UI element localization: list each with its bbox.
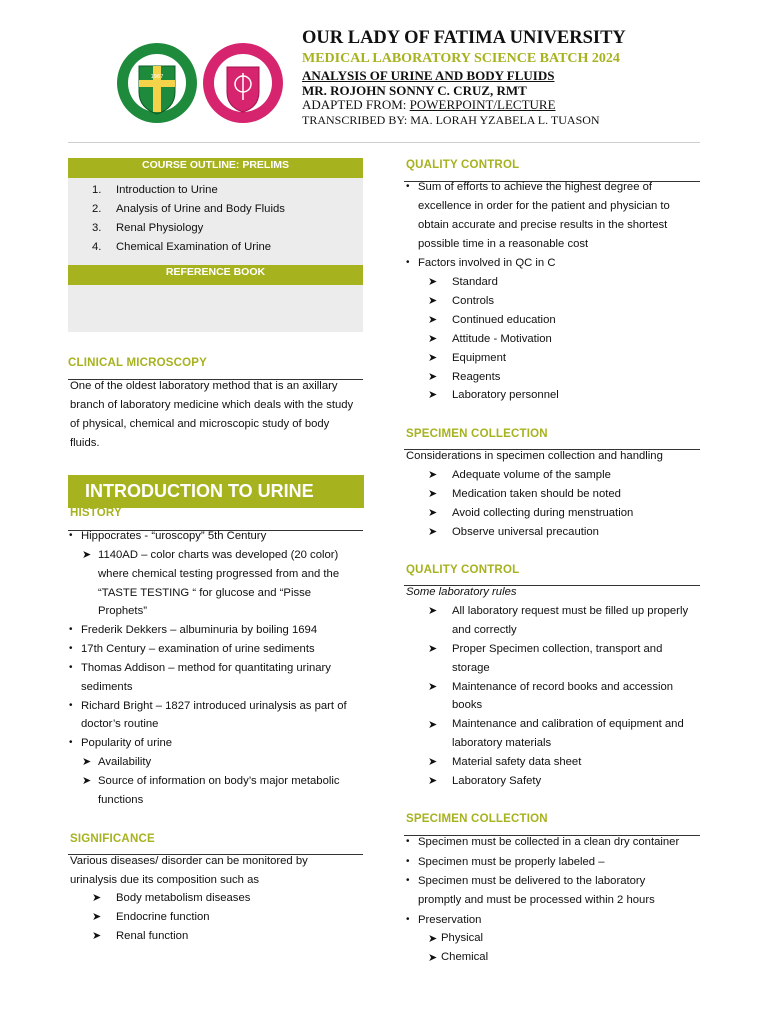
quality-control-heading-2: QUALITY CONTROL [406,564,520,576]
qc-factor: Attitude - Motivation [452,333,552,345]
clinical-text-line: of physical, chemical and microscopic study of body [70,418,330,430]
clinical-text-line: fluids. [70,437,100,449]
lab-rule: Maintenance and calibration of equipment and [452,718,684,730]
quality-control-heading: QUALITY CONTROL [406,159,520,171]
history-line: doctor’s routine [81,718,159,730]
arrow-icon: ➤ [428,643,438,655]
history-bullet: • Richard Bright – 1827 introduced urinalysis as part of [81,700,347,712]
specimen-item: Avoid collecting during menstruation [452,507,634,519]
qc-factor: Controls [452,295,495,307]
adapted-from: ADAPTED FROM: POWERPOINT/LECTURE [302,97,556,112]
seal-year: 1967 [150,74,164,80]
qc-line: obtain accurate and precise results in the shortest [418,219,668,231]
specimen-bullet: • Preservation [418,914,481,926]
lab-rule-cont: and correctly [452,624,517,636]
arrow-icon: ➤ [428,371,438,383]
qc-bullet: • Factors involved in QC in C [418,257,556,269]
lab-rule: All laboratory request must be filled up properly [452,605,689,617]
arrow-icon: ➤ [428,605,438,617]
course-title: ANALYSIS OF URINE AND BODY FLUIDS [302,68,555,83]
qc-factor: Equipment [452,352,507,364]
significance-item: Renal function [116,930,189,942]
transcribed-by: TRANSCRIBED BY: MA. LORAH YZABELA L. TUASON [302,113,600,127]
instructor-name: MR. ROJOHN SONNY C. CRUZ, RMT [302,83,527,98]
arrow-icon: ➤ [428,933,438,945]
history-bullet: • 17th Century – examination of urine sediments [81,643,315,655]
significance-item: Body metabolism diseases [116,892,251,904]
qc-factor: Standard [452,276,498,288]
history-heading: HISTORY [70,507,122,519]
college-seal-logo [202,40,284,126]
history-sub-line: functions [98,794,144,806]
arrow-icon: ➤ [428,333,438,345]
significance-item: Endocrine function [116,911,210,923]
university-seal-logo [116,40,198,126]
history-bullet: • Thomas Addison – method for quantitating urinary [81,662,331,674]
history-sub-line: Prophets” [98,605,147,617]
preservation-item: Physical [441,932,484,944]
arrow-icon: ➤ [428,352,438,364]
arrow-icon: ➤ [428,756,438,768]
history-sub-line: where chemical testing progressed from and the [98,568,340,580]
lab-rule: Proper Specimen collection, transport and [452,643,663,655]
qc-line: possible time in a reasonable cost [418,238,589,250]
clinical-text-line: branch of laboratory medicine which deals with the study [70,399,354,411]
lab-rule-cont: storage [452,662,490,674]
arrow-icon: ➤ [82,756,92,768]
specimen-line: promptly and must be processed within 2 hours [418,894,655,906]
preservation-item: Chemical [441,951,489,963]
arrow-icon: ➤ [428,314,438,326]
arrow-icon: ➤ [428,295,438,307]
specimen-bullet: • Specimen must be properly labeled – [418,856,605,868]
specimen-item: Observe universal precaution [452,526,599,538]
history-bullet: • Frederik Dekkers – albuminuria by boiling 1694 [81,624,317,636]
specimen-collection-heading: SPECIMEN COLLECTION [406,428,548,440]
university-name: OUR LADY OF FATIMA UNIVERSITY [302,28,626,48]
lab-rule-cont: books [452,699,483,711]
qc-bullet: • Sum of efforts to achieve the highest degree of [418,181,652,193]
arrow-icon: ➤ [428,952,438,964]
arrow-icon: ➤ [92,892,102,904]
arrow-icon: ➤ [428,389,438,401]
lab-rule: Material safety data sheet [452,756,582,768]
outline-item: 1. Introduction to Urine [92,184,218,196]
specimen-bullet: • Specimen must be collected in a clean dry container [418,836,679,848]
significance-text-line: Various diseases/ disorder can be monitored by [70,855,308,867]
arrow-icon: ➤ [428,276,438,288]
arrow-icon: ➤ [82,775,92,787]
batch-title: MEDICAL LABORATORY SCIENCE BATCH 2024 [302,51,620,66]
introduction-banner: INTRODUCTION TO URINE [68,475,364,508]
arrow-icon: ➤ [428,681,438,693]
qc-factor: Continued education [452,314,556,326]
reference-book-box [68,285,363,332]
history-sub-line: 1140AD – color charts was developed (20 color) [98,549,339,561]
arrow-icon: ➤ [428,526,438,538]
arrow-icon: ➤ [428,507,438,519]
significance-text-line: urinalysis due its composition such as [70,874,259,886]
history-sub-line: “TASTE TESTING “ for glucose and “Pisse [98,587,312,599]
arrow-icon: ➤ [428,719,438,731]
arrow-icon: ➤ [82,549,92,561]
specimen-item: Medication taken should be noted [452,488,621,500]
arrow-icon: ➤ [428,469,438,481]
reference-book-header: REFERENCE BOOK [68,265,363,285]
outline-item: 3. Renal Physiology [92,222,204,234]
history-line: sediments [81,681,133,693]
specimen-item: Adequate volume of the sample [452,469,611,481]
specimen-bullet: • Specimen must be delivered to the laboratory [418,875,645,887]
arrow-icon: ➤ [428,775,438,787]
specimen-collection-heading-2: SPECIMEN COLLECTION [406,813,548,825]
lab-rules-intro: Some laboratory rules [406,586,517,598]
history-sub-line: Availability [98,756,152,768]
lab-rule: Maintenance of record books and accession [452,681,674,693]
history-sub-line: Source of information on body’s major metabolic [98,775,340,787]
clinical-microscopy-heading: CLINICAL MICROSCOPY [68,357,208,369]
arrow-icon: ➤ [428,488,438,500]
qc-factor: Reagents [452,371,501,383]
outline-item: 2. Analysis of Urine and Body Fluids [92,203,285,215]
lab-rule-cont: laboratory materials [452,737,552,749]
qc-factor: Laboratory personnel [452,389,559,401]
specimen-intro: Considerations in specimen collection and handling [406,450,663,462]
adapted-source: POWERPOINT/LECTURE [409,97,556,112]
outline-item: 4. Chemical Examination of Urine [92,241,272,253]
header-divider [68,142,700,143]
arrow-icon: ➤ [92,930,102,942]
clinical-text-line: One of the oldest laboratory method that is an axillary [70,380,338,392]
course-outline-header: COURSE OUTLINE: PRELIMS [68,158,363,178]
significance-heading: SIGNIFICANCE [70,833,155,845]
arrow-icon: ➤ [92,911,102,923]
history-bullet: • Popularity of urine [81,737,172,749]
lab-rule: Laboratory Safety [452,775,542,787]
history-bullet: • Hippocrates - “uroscopy” 5th Century [81,530,266,542]
qc-line: excellence in order for the patient and physician to [418,200,670,212]
